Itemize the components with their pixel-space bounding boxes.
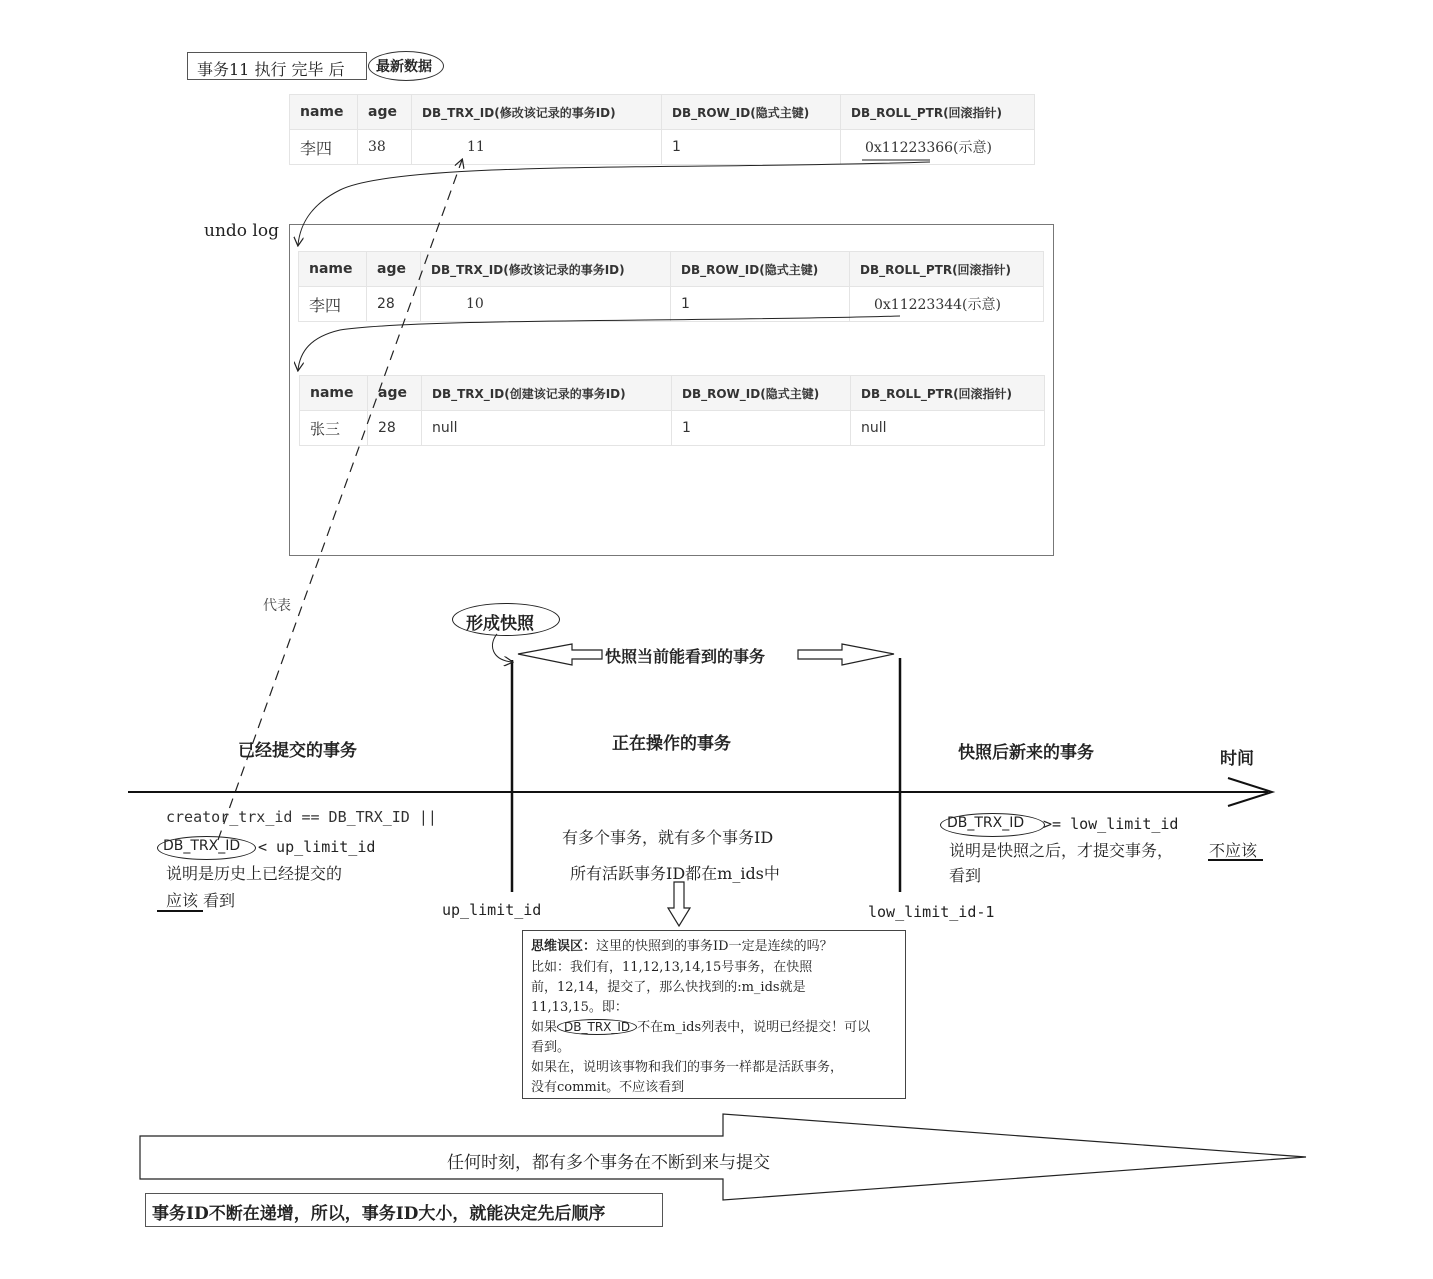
down-hollow-arrow — [668, 882, 690, 926]
header-age: age — [368, 376, 422, 411]
misconception-line4: 11,13,15。即： — [531, 1000, 628, 1015]
left-note-line4-underlined: 应该 — [166, 891, 199, 910]
header-db-row-id: DB_ROW_ID(隐式主键) — [662, 95, 841, 130]
bottom-arrow-text: 任何时刻，都有多个事务在不断到来与提交 — [447, 1153, 770, 1173]
left-note-line4-rest: 看到 — [203, 891, 236, 910]
header-name: name — [299, 252, 367, 287]
cell-db-roll-ptr: 0x11223366(示意) — [841, 130, 1035, 165]
snapshot-visible-label: 快照当前能看到的事务 — [605, 647, 766, 666]
misconception-line5-prefix: 如果 — [531, 1020, 558, 1035]
header-age: age — [367, 252, 421, 287]
cell-db-trx-id: 11 — [412, 130, 662, 165]
top-label: 事务11 执行 完毕 后 — [197, 60, 345, 79]
latest-data-badge: 最新数据 — [376, 59, 432, 75]
misconception-line5 — [531, 1016, 870, 1035]
right-note-line1: >= low_limit_id — [1043, 815, 1179, 833]
cell-age: 38 — [358, 130, 412, 165]
cell-db-roll-ptr: null — [851, 411, 1045, 446]
cell-age: 28 — [367, 287, 421, 322]
represents-label: 代表 — [263, 598, 291, 614]
cell-name: 张三 — [300, 411, 368, 446]
header-age: age — [358, 95, 412, 130]
middle-note-line1: 有多个事务，就有多个事务ID — [562, 828, 774, 847]
misconception-line5-circle: DB_TRX_ID — [557, 1019, 637, 1035]
roll-ptr-arrow-1 — [298, 162, 930, 245]
misconception-line1 — [531, 935, 833, 954]
future-title: 快照后新来的事务 — [958, 743, 1094, 763]
time-label: 时间 — [1220, 749, 1254, 769]
cell-name: 李四 — [299, 287, 367, 322]
snapshot-range-arrow — [518, 644, 602, 665]
header-db-trx-id: DB_TRX_ID(修改该记录的事务ID) — [412, 95, 662, 130]
committed-title: 已经提交的事务 — [238, 741, 357, 761]
roll-ptr-arrow-2 — [298, 316, 900, 370]
header-db-roll-ptr: DB_ROLL_PTR(回滚指针) — [850, 252, 1044, 287]
cell-db-trx-id: 10 — [421, 287, 671, 322]
cell-name: 李四 — [290, 130, 358, 165]
low-limit-label: low_limit_id-1 — [868, 903, 995, 921]
misconception-line6: 看到。 — [531, 1040, 571, 1055]
misconception-line5-rest: 不在m_ids列表中，说明已经提交！可以 — [637, 1020, 871, 1035]
left-note-circle-text: DB_TRX_ID — [163, 838, 241, 854]
header-db-roll-ptr: DB_ROLL_PTR(回滚指针) — [851, 376, 1045, 411]
header-db-roll-ptr: DB_ROLL_PTR(回滚指针) — [841, 95, 1035, 130]
cell-db-row-id: 1 — [672, 411, 851, 446]
left-note-line2: < up_limit_id — [258, 838, 376, 856]
form-snapshot-pointer — [492, 634, 512, 662]
misconception-line2: 比如：我们有，11,12,13,14,15号事务，在快照 — [531, 960, 813, 975]
right-note-line2-prefix: 说明是快照之后，才提交事务， — [949, 841, 1174, 860]
cell-age: 28 — [368, 411, 422, 446]
misconception-line7: 如果在，说明该事物和我们的事务一样都是活跃事务， — [531, 1060, 844, 1075]
form-snapshot-label: 形成快照 — [466, 614, 534, 634]
header-db-trx-id: DB_TRX_ID(修改该记录的事务ID) — [421, 252, 671, 287]
misconception-line1-rest: 这里的快照到的事务ID一定是连续的吗？ — [596, 939, 833, 954]
misconception-heading: 思维误区： — [531, 939, 597, 954]
header-db-row-id: DB_ROW_ID(隐式主键) — [672, 376, 851, 411]
cell-db-roll-ptr: 0x11223344(示意) — [850, 287, 1044, 322]
active-title: 正在操作的事务 — [612, 734, 731, 754]
cell-db-row-id: 1 — [662, 130, 841, 165]
up-limit-label: up_limit_id — [442, 901, 542, 919]
middle-note-line2: 所有活跃事务ID都在m_ids中 — [570, 864, 780, 883]
bottom-box-text: 事务ID不断在递增，所以，事务ID大小，就能决定先后顺序 — [152, 1204, 606, 1224]
header-name: name — [300, 376, 368, 411]
header-db-row-id: DB_ROW_ID(隐式主键) — [671, 252, 850, 287]
header-db-trx-id: DB_TRX_ID(创建该记录的事务ID) — [422, 376, 672, 411]
misconception-line8: 没有commit。不应该看到 — [531, 1080, 685, 1095]
right-note-line3: 看到 — [949, 866, 982, 885]
header-name: name — [290, 95, 358, 130]
left-note-line1: creator_trx_id == DB_TRX_ID || — [166, 808, 437, 826]
right-note-circle-text: DB_TRX_ID — [947, 815, 1025, 831]
misconception-line3: 前，12,14，提交了，那么快找到的:m_ids就是 — [531, 980, 806, 995]
undo-log-label: undo log — [204, 221, 279, 241]
left-note-line3: 说明是历史上已经提交的 — [166, 864, 343, 883]
right-note-line2-underlined: 不应该 — [1209, 841, 1258, 860]
cell-db-trx-id: null — [422, 411, 672, 446]
cell-db-row-id: 1 — [671, 287, 850, 322]
